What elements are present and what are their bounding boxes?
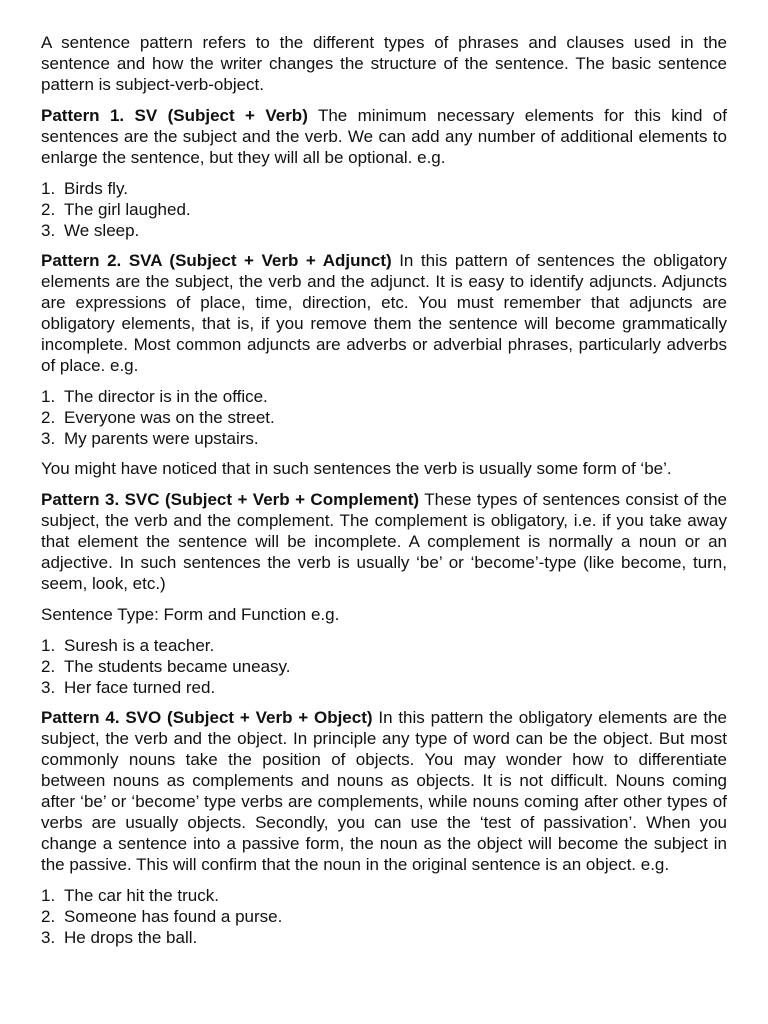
pattern-3-paragraph bbox=[41, 489, 727, 594]
example-text: The director is in the office. bbox=[64, 387, 268, 406]
example-text: The car hit the truck. bbox=[64, 886, 219, 905]
list-number: 3. bbox=[41, 678, 56, 697]
intro-paragraph: A sentence pattern refers to the different types of phrases and clauses used in the sentence and how the writer changes the structure of the sentence. The basic sentence pattern is subject-verb-object. bbox=[41, 33, 727, 94]
pattern-4-heading: Pattern 4. SVO (Subject + Verb + Object) bbox=[41, 708, 373, 727]
list-item bbox=[41, 635, 727, 656]
pattern-3-body: These types of sentences consist of the subject, the verb and the complement. The complement is obligatory, i.e. if you take away that element the sentence will be incomplete. A complement is normally a noun or an adjective. In such sentences the verb is usually ‘be’ or ‘become’-type (like become, turn, seem, look, etc.) bbox=[41, 490, 727, 593]
example-text: My parents were upstairs. bbox=[64, 429, 259, 448]
list-number: 2. bbox=[41, 907, 56, 926]
list-number: 1. bbox=[41, 387, 56, 406]
example-text: We sleep. bbox=[64, 221, 140, 240]
list-number: 3. bbox=[41, 221, 56, 240]
pattern-1-body: The minimum necessary elements for this kind of sentences are the subject and the verb. We can add any number of additional elements to enlarge the sentence, but they will all be optional. e.g. bbox=[41, 106, 727, 167]
document-page bbox=[41, 32, 727, 957]
pattern-2-body: In this pattern of sentences the obligatory elements are the subject, the verb and the adjunct. It is easy to identify adjuncts. Adjuncts are expressions of place, time, direction, etc. You must remember that adjuncts are obligatory elements, that is, if you remove them the sentence will become grammatically incomplete. Most common adjuncts are adverbs or adverbial phrases, particularly adverbs of place. e.g. bbox=[41, 251, 727, 375]
list-item bbox=[41, 199, 727, 220]
list-item bbox=[41, 677, 727, 698]
list-number: 1. bbox=[41, 179, 56, 198]
example-text: The students became uneasy. bbox=[64, 657, 291, 676]
pattern-2-heading: Pattern 2. SVA (Subject + Verb + Adjunct) bbox=[41, 251, 392, 270]
list-item bbox=[41, 656, 727, 677]
list-number: 2. bbox=[41, 200, 56, 219]
list-number: 2. bbox=[41, 408, 56, 427]
pattern-1-heading: Pattern 1. SV (Subject + Verb) bbox=[41, 106, 308, 125]
pattern-2-examples bbox=[41, 386, 727, 449]
list-number: 2. bbox=[41, 657, 56, 676]
list-item bbox=[41, 885, 727, 906]
list-number: 3. bbox=[41, 928, 56, 947]
example-text: He drops the ball. bbox=[64, 928, 198, 947]
list-item bbox=[41, 428, 727, 449]
list-item bbox=[41, 927, 727, 948]
pattern-2-note: You might have noticed that in such sentences the verb is usually some form of ‘be’. bbox=[41, 459, 672, 478]
pattern-2-paragraph bbox=[41, 250, 727, 376]
pattern-3-examples bbox=[41, 635, 727, 698]
list-number: 3. bbox=[41, 429, 56, 448]
list-number: 1. bbox=[41, 636, 56, 655]
pattern-1-paragraph bbox=[41, 105, 727, 168]
example-text: Everyone was on the street. bbox=[64, 408, 275, 427]
example-text: Someone has found a purse. bbox=[64, 907, 283, 926]
pattern-4-paragraph bbox=[41, 707, 727, 875]
example-text: Birds fly. bbox=[64, 179, 128, 198]
pattern-3-subtitle: Sentence Type: Form and Function e.g. bbox=[41, 605, 340, 624]
list-item bbox=[41, 906, 727, 927]
example-text: Her face turned red. bbox=[64, 678, 216, 697]
list-number: 1. bbox=[41, 886, 56, 905]
list-item bbox=[41, 407, 727, 428]
example-text: The girl laughed. bbox=[64, 200, 191, 219]
list-item bbox=[41, 386, 727, 407]
example-text: Suresh is a teacher. bbox=[64, 636, 215, 655]
pattern-3-heading: Pattern 3. SVC (Subject + Verb + Complement) bbox=[41, 490, 420, 509]
pattern-4-body: In this pattern the obligatory elements are the subject, the verb and the object. In principle any type of word can be the object. But most commonly nouns take the position of objects. You may wonder how to differentiate between nouns as complements and nouns as objects. It is not difficult. Nouns coming after ‘be’ or ‘become’ type verbs are complements, while nouns coming after other types of verbs are usually objects. Secondly, you can use the ‘test of passivation’. When you change a sentence into a passive form, the noun as the object will become the subject in the passive. This will confirm that the noun in the original sentence is an object. e.g. bbox=[41, 708, 727, 874]
list-item bbox=[41, 178, 727, 199]
list-item bbox=[41, 220, 727, 241]
pattern-1-examples bbox=[41, 178, 727, 241]
pattern-4-examples bbox=[41, 885, 727, 948]
